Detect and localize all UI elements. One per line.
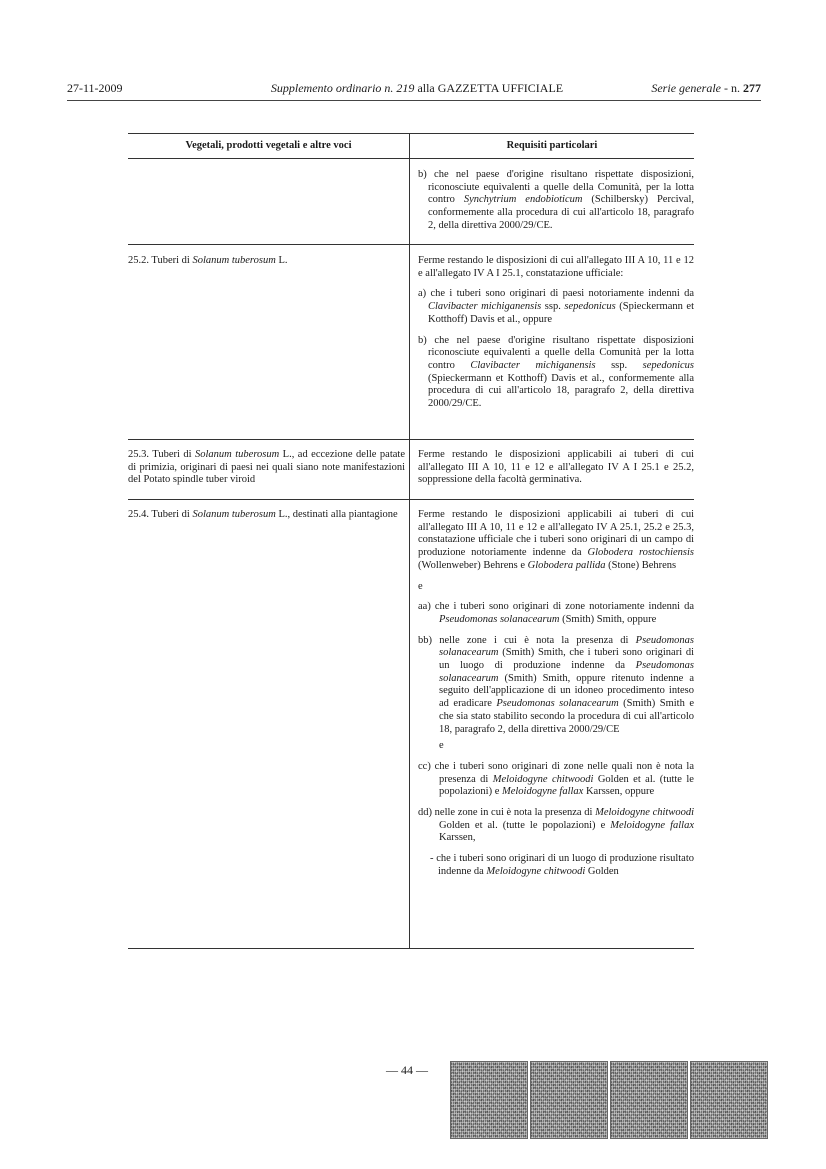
security-stamp (610, 1061, 688, 1139)
header-publication: Supplemento ordinario n. 219 alla GAZZETTA UFFICIALE (270, 81, 564, 95)
column-header-right: Requisiti particolari (506, 140, 598, 151)
requirement-subitem: - che i tuberi sono originari di un luogo di produzione risultato indenne da Meloidogyne chitwoodi Golden (430, 853, 694, 877)
item-cell: 25.4. Tuberi di Solanum tuberosum L., destinati alla piantagione (128, 509, 398, 520)
header-date: 27-11-2009 (67, 81, 123, 95)
requirement-intro: Ferme restando le disposizioni di cui all'allegato III A 10, 11 e 12 e all'allegato IV A I 25.1, constatazione ufficiale: (418, 255, 694, 279)
requirement-item: aa) che i tuberi sono originari di zone notoriamente indenni da Pseudomonas solanacearum (Smith) Smith, oppure (418, 601, 694, 625)
requirement-item: dd) nelle zone in cui è nota la presenza di Meloidogyne chitwoodi Golden et al. (tutte le popolazioni) e Meloidogyne fallax Karssen, (418, 807, 694, 844)
row-divider (128, 244, 694, 245)
conjunction: e (439, 740, 444, 752)
conjunction: e (418, 580, 423, 592)
header-series: Serie generale - n. 277 (651, 81, 761, 95)
requirements-cell (418, 169, 694, 241)
security-stamp (690, 1061, 768, 1139)
row-divider (128, 499, 694, 500)
table-bottom-rule (128, 948, 694, 949)
requirement-item: b) che nel paese d'origine risultano rispettate disposizioni riconosciute equivalenti a quelle della Comunità per la lotta contro Clavibacter michiganensis ssp. sepedonicus (Spieckermann et Kotthoff) Davis et al., conformemente alla procedura di cui all'articolo 18, paragrafo 2, della direttiva 2000/29/CE. (418, 334, 694, 410)
requirement-intro: Ferme restando le disposizioni applicabili ai tuberi di cui all'allegato III A 10, 11 e 12 e all'allegato IV A 25.1, 25.2 e 25.3, constatazione ufficiale che i tuberi sono originari di un campo di produzione notoriamente indenne da Globodera rostochiensis (Wollenweber) Behrens e Globodera pallida (Stone) Behrens (418, 509, 694, 571)
requirements-cell (418, 255, 694, 419)
security-stamp (530, 1061, 608, 1139)
item-cell: 25.2. Tuberi di Solanum tuberosum L. (128, 255, 288, 266)
security-stamp (450, 1061, 528, 1139)
requirement-item: b) che nel paese d'origine risultano rispettate disposizioni, riconosciute equivalenti a quelle della Comunità, per la lotta contro Synchytrium endobioticum (Schilbersky) Percival, conformemente alla procedura di cui all'articolo 18, paragrafo 2, della direttiva 2000/29/CE. (418, 169, 694, 231)
table-top-rule (128, 133, 694, 134)
requirement-item: bb) nelle zone i cui è nota la presenza di Pseudomonas solanacearum (Smith) Smith, che i tuberi sono originari di un luogo di produzione indenne da Pseudomonas solanacearum (Smith) Smith, oppure ritenuto indenne a seguito dell'applicazione di un idoneo procedimento inteso ad eradicare Pseudomonas solanacearum (Smith) Smith e che sia stato stabilito secondo la procedura di cui all'articolo 18, paragrafo 2, della direttiva 2000/29/CE (418, 634, 695, 735)
requirement-item: a) che i tuberi sono originari di paesi notoriamente indenni da Clavibacter michiganensis ssp. sepedonicus (Spieckermann et Kotthoff) Davis et al., oppure (418, 288, 694, 325)
requirement-text: Ferme restando le disposizioni applicabili ai tuberi di cui all'allegato III A 10, 11 e 12 e all'allegato IV A I 25.1 e 25.2, soppressione della facoltà germinativa. (418, 449, 694, 486)
requirement-item: cc) che i tuberi sono originari di zone nelle quali non è nota la presenza di Meloidogyne chitwoodi Golden et al. (tutte le popolazioni) e Meloidogyne fallax Karssen, oppure (418, 760, 694, 798)
row-divider (128, 439, 694, 440)
page-header (67, 80, 761, 101)
requirements-table (128, 133, 694, 949)
item-cell: 25.3. Tuberi di Solanum tuberosum L., ad eccezione delle patate di primizia, originari di paesi nei quali siano note manifestazioni del Potato spindle tuber viroid (128, 449, 405, 486)
requirements-cell (418, 449, 694, 495)
header-rule (128, 158, 694, 159)
page-number: — 44 — (386, 1063, 428, 1077)
column-header-left: Vegetali, prodotti vegetali e altre voci (185, 140, 352, 151)
column-divider (409, 158, 410, 948)
requirements-cell (418, 509, 694, 887)
